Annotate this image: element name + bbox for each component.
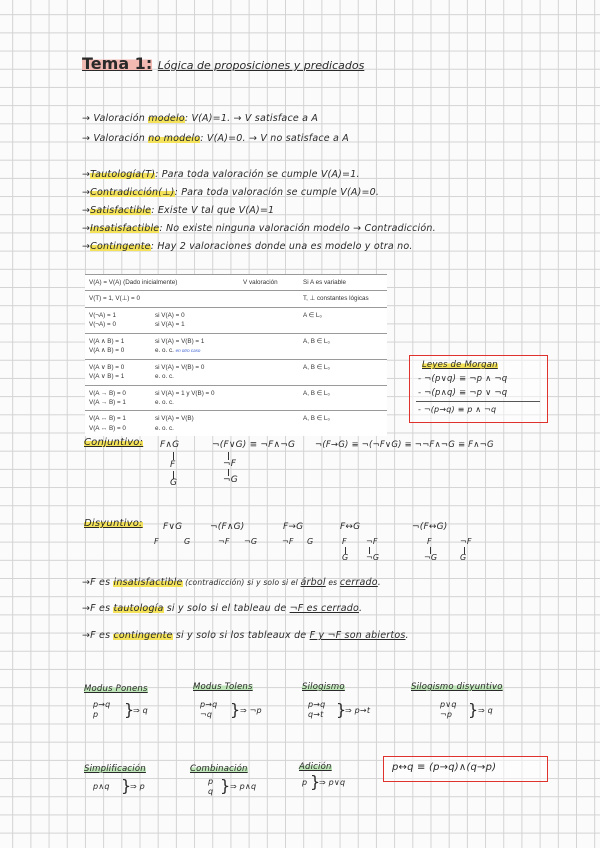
disyuntivo-tree4-root: F↔G [340, 522, 361, 532]
arrow-icon: → [82, 187, 91, 198]
tableau-insatisfactible: →F es insatisfactible (contradicción) si y solo si el árbol es cerrado. [82, 577, 382, 588]
rule-adicion-premise: p [302, 778, 308, 787]
rule-modus-ponens-name: Modus Ponens [84, 684, 148, 694]
conjuntivo-tree2-n1: ¬F [223, 459, 237, 469]
brace-icon: } [124, 700, 135, 719]
valuation-no-model-line: → Valoración no modelo: V(A)=0. → V no satisface a A [82, 133, 349, 144]
definition-tautologia: →Tautología(T): Para toda valoración se cumple V(A)=1. [82, 169, 360, 180]
conjuntivo-tree2-root: ¬(F∨G) ≡ ¬F∧¬G [212, 440, 296, 450]
disyuntivo-tree5-right2: G [460, 553, 467, 562]
disyuntivo-tree5-left: F [427, 537, 432, 546]
page-title [82, 54, 364, 73]
divider [416, 401, 540, 402]
definition-insatisfactible: →Insatisfactible: No existe ninguna valoración modelo → Contradicción. [82, 223, 436, 234]
table-row: V(¬A) = 1 V(¬A) = 0 si V(A) = 0 si V(A) = 1 A ∈ L₀ [85, 307, 387, 333]
brace-icon: } [336, 700, 347, 719]
handwritten-note: en otro caso [175, 348, 201, 354]
definition-contradiccion: →Contradicción(⊥): Para toda valoración se cumple V(A)=0. [82, 187, 380, 198]
disyuntivo-tree1-right: G [184, 537, 191, 546]
conjuntivo-label: Conjuntivo: [84, 437, 144, 448]
biconditional-box [383, 756, 548, 782]
rule-modus-ponens-result: ⇒ q [133, 706, 148, 715]
table-header-cell: V valoración [239, 275, 299, 291]
valuation-table [85, 274, 387, 436]
rule-modus-ponens-premise: p→q [93, 700, 111, 709]
disyuntivo-tree2-right: ¬G [244, 537, 258, 546]
morgan-laws-box [409, 355, 548, 423]
arrow-icon: → [82, 603, 91, 614]
arrow-icon: → [82, 577, 91, 588]
rule-modus-tolens-name: Modus Tolens [193, 682, 253, 692]
arrow-icon: → [82, 113, 91, 124]
morgan-law-1: - ¬(p∨q) ≡ ¬p ∧ ¬q [418, 374, 508, 384]
table-row: V(A → B) = 0 V(A → B) = 1 si V(A) = 1 y V(B) = 0 e. o. c. A, B ∈ L₀ [85, 385, 387, 411]
morgan-title: Leyes de Morgan [422, 360, 498, 370]
rule-simplificacion-result: ⇒ p [130, 782, 145, 791]
rule-combinacion-premise: p [208, 777, 214, 786]
table-row: V(T) = 1, V(⊥) = 0 T, ⊥ constantes lógicas [85, 291, 387, 307]
arrow-icon: → [82, 241, 91, 252]
disyuntivo-tree1-left: F [154, 537, 159, 546]
rule-silogismo-disyuntivo-name: Silogismo disyuntivo [411, 682, 503, 692]
arrow-icon: → [82, 133, 91, 144]
disyuntivo-tree5-right: ¬F [460, 537, 472, 546]
rule-combinacion-name: Combinación [190, 764, 248, 774]
disyuntivo-tree4-left2: G [342, 553, 349, 562]
disyuntivo-tree4-right: ¬F [366, 537, 378, 546]
rule-silogismo-disyuntivo-premise: ¬p [440, 710, 453, 719]
conjuntivo-tree1-n2: G [170, 478, 178, 488]
rule-combinacion-result: ⇒ p∧q [230, 782, 257, 791]
biconditional-formula: p↔q ≡ (p→q)∧(q→p) [392, 762, 497, 773]
arrow-icon: → [82, 223, 91, 234]
tableau-tautologia: →F es tautología si y solo si el tableau de ¬F es cerrado. [82, 603, 363, 614]
rule-modus-tolens-result: ⇒ ¬p [240, 706, 262, 715]
conjuntivo-tree2-n2: ¬G [223, 475, 238, 485]
rule-silogismo-premise: q→t [308, 710, 324, 719]
disyuntivo-tree2-left: ¬F [218, 537, 230, 546]
brace-icon: } [220, 776, 231, 795]
disyuntivo-tree1-root: F∨G [163, 522, 183, 532]
definition-contingente: →Contingente: Hay 2 valoraciones donde una es modelo y otra no. [82, 241, 413, 252]
disyuntivo-label: Disyuntivo: [84, 518, 143, 529]
tree-edge [173, 452, 174, 460]
table-row: V(A ∧ B) = 1 V(A ∧ B) = 0 si V(A) = V(B) = 1 e. o. c. en otro caso A, B ∈ L₀ [85, 333, 387, 359]
arrow-icon: → [82, 630, 91, 641]
rule-combinacion-premise: q [208, 787, 214, 796]
conjuntivo-tree1-n1: F [170, 460, 176, 470]
rule-modus-tolens-premise: p→q [200, 700, 218, 709]
arrow-icon: → [82, 205, 91, 216]
table-row: V(A ↔ B) = 1 V(A ↔ B) = 0 si V(A) = V(B) e. o. c. A, B ∈ L₀ [85, 411, 387, 436]
arrow-icon: → [82, 169, 91, 180]
rule-simplificacion-name: Simplificación [84, 764, 146, 774]
disyuntivo-tree5-root: ¬(F↔G) [412, 522, 448, 532]
rule-silogismo-name: Silogismo [302, 682, 345, 692]
valuation-model-line: → Valoración modelo: V(A)=1. → V satisface a A [82, 113, 319, 124]
title-sub: Lógica de proposiciones y predicados [157, 59, 365, 72]
rule-simplificacion-premise: p∧q [93, 782, 110, 791]
table-header-row [85, 275, 387, 291]
brace-icon: } [468, 700, 479, 719]
title-main: Tema 1: [82, 54, 153, 73]
morgan-law-3: - ¬(p→q) ≡ p ∧ ¬q [418, 405, 497, 414]
definition-satisfactible: →Satisfactible: Existe V tal que V(A)=1 [82, 205, 275, 216]
disyuntivo-tree3-right: G [307, 537, 314, 546]
rule-silogismo-disyuntivo-result: ⇒ q [478, 706, 493, 715]
brace-icon: } [230, 700, 241, 719]
morgan-law-2: - ¬(p∧q) ≡ ¬p ∨ ¬q [418, 388, 508, 398]
conjuntivo-expression: ¬(F→G) ≡ ¬(¬F∨G) ≡ ¬¬F∧¬G ≡ F∧¬G [315, 440, 494, 450]
table-header-cell: Si A es variable [299, 275, 387, 291]
rule-silogismo-disyuntivo-premise: p∨q [440, 700, 457, 709]
tableau-contingente: →F es contingente si y solo si los tableaux de F y ¬F son abiertos. [82, 630, 409, 641]
table-row: V(A ∨ B) = 0 V(A ∨ B) = 1 si V(A) = V(B) = 0 e. o. c. A, B ∈ L₀ [85, 359, 387, 385]
brace-icon: } [310, 772, 321, 791]
brace-icon: } [121, 776, 132, 795]
disyuntivo-tree5-left2: ¬G [424, 553, 438, 562]
disyuntivo-tree3-left: ¬F [282, 537, 294, 546]
rule-modus-ponens-premise: p [93, 710, 99, 719]
rule-adicion-result: ⇒ p∨q [319, 778, 346, 787]
disyuntivo-tree4-right2: ¬G [366, 553, 380, 562]
rule-silogismo-premise: p→q [308, 700, 326, 709]
conjuntivo-tree1-root: F∧G [160, 440, 180, 450]
disyuntivo-tree3-root: F→G [283, 522, 304, 532]
rule-modus-tolens-premise: ¬q [200, 710, 213, 719]
table-header-cell: V(A) = V(A) (Dado inicialmente) [85, 275, 239, 291]
rule-silogismo-result: ⇒ p→t [345, 706, 371, 715]
rule-adicion-name: Adición [299, 762, 332, 772]
disyuntivo-tree4-left: F [342, 537, 347, 546]
disyuntivo-tree2-root: ¬(F∧G) [210, 522, 245, 532]
